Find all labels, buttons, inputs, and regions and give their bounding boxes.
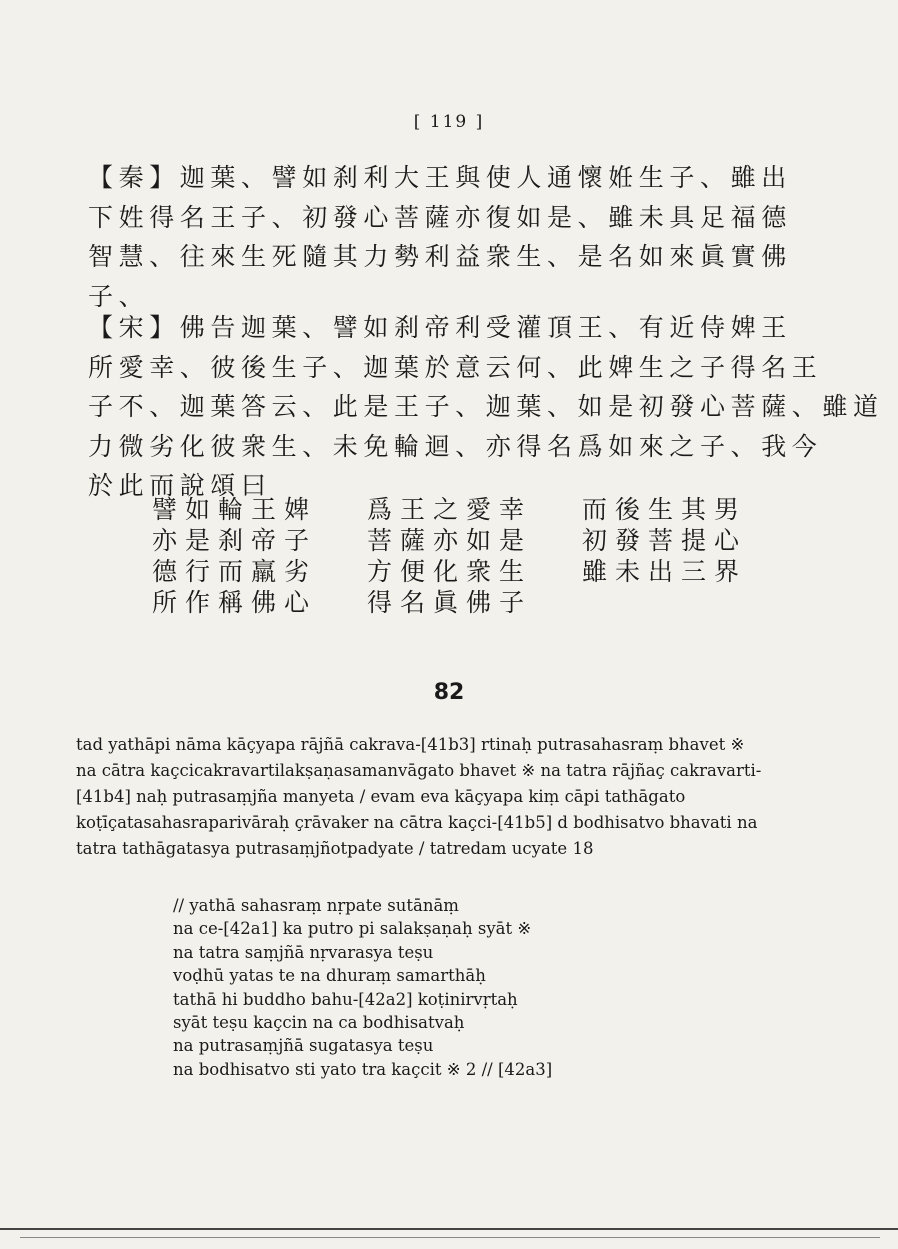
- text-line: 於此而說頌曰: [88, 471, 272, 500]
- verse-line: 譬如輪王婢: [152, 495, 318, 524]
- verse-column: [582, 494, 747, 618]
- text-line: tatra tathāgatasya putrasaṃjñotpadyate / tatredam ucyate 18: [76, 839, 594, 858]
- text-line: 所愛幸、彼後生子、迦葉於意云何、此婢生之子得名王: [88, 352, 823, 382]
- text-line: tad yathāpi nāma kāçyapa rājñā cakrava-[41b3] rtinaḥ putrasahasraṃ bhavet ※: [76, 735, 745, 754]
- bottom-rule-thin: [20, 1237, 880, 1238]
- verse-line: 得名眞佛子: [367, 588, 533, 617]
- text-line: na cātra kaçcicakravartilakṣaṇasamanvāgato bhavet ※ na tatra rājñaç cakravarti-: [76, 761, 762, 780]
- verse-line: syāt teṣu kaçcin na ca bodhisatvaḥ: [173, 1013, 465, 1033]
- verse-line: 雖未出三界: [582, 557, 748, 586]
- text-line: 智慧、往來生死隨其力勢利益衆生、是名如來眞實佛: [88, 242, 792, 271]
- text-line: 【秦】迦葉、譬如刹利大王與使人通懷姙生子、雖出: [88, 163, 792, 192]
- verse-line: 方便化衆生: [367, 557, 533, 586]
- verse-line: 亦是刹帝子: [152, 526, 318, 555]
- text-line: 子不、迦葉答云、此是王子、迦葉、如是初發心菩薩、雖道: [88, 392, 884, 421]
- page-number: [ 119 ]: [413, 112, 485, 132]
- verse-column: [152, 494, 317, 618]
- verse-line: voḍhū yatas te na dhuraṃ samarthāḥ: [173, 966, 486, 986]
- sanskrit-verse: [173, 894, 552, 1081]
- verse-column: [367, 494, 532, 618]
- verse-line: na putrasaṃjñā sugatasya teṣu: [173, 1036, 434, 1056]
- verse-line: 所作稱佛心: [152, 588, 318, 617]
- verse-line: 初發菩提心: [582, 526, 748, 555]
- section-number: 82: [433, 680, 465, 705]
- verse-line: na ce-[42a1] ka putro pi salakṣaṇaḥ syāt ※: [173, 919, 532, 939]
- verse-line: na bodhisatvo sti yato tra kaçcit ※ 2 // [42a3]: [173, 1059, 553, 1079]
- text-line: 力微劣化彼衆生、未免輪迴、亦得名爲如來之子、我今: [88, 431, 823, 461]
- text-line: 子、: [88, 281, 150, 311]
- text-line: 下姓得名王子、初發心菩薩亦復如是、雖未具足福德: [88, 202, 792, 232]
- verse-line: tathā hi buddho bahu-[42a2] koṭinirvṛtaḥ: [173, 989, 518, 1009]
- verse-line: 菩薩亦如是: [367, 526, 533, 555]
- verse-line: // yathā sahasraṃ nṛpate sutānāṃ: [173, 896, 459, 915]
- bottom-rule: [0, 1228, 898, 1230]
- qin-translation-paragraph: [88, 158, 792, 316]
- text-line: 【宋】佛告迦葉、譬如刹帝利受灌頂王、有近侍婢王: [88, 313, 792, 342]
- sanskrit-prose: [76, 732, 776, 862]
- text-line: koṭīçatasahasraparivāraḥ çrāvaker na cātra kaçci-[41b5] d bodhisatvo bhavati na: [76, 813, 758, 832]
- verse-line: na tatra saṃjñā nṛvarasya teṣu: [173, 942, 434, 962]
- verse-line: 德行而羸劣: [152, 557, 318, 586]
- text-line: [41b4] naḥ putrasaṃjña manyeta / evam eva kāçyapa kiṃ cāpi tathāgato: [76, 787, 686, 806]
- chinese-verse: [152, 494, 747, 618]
- song-translation-paragraph: [88, 308, 884, 506]
- verse-line: 而後生其男: [582, 495, 748, 524]
- verse-line: 爲王之愛幸: [367, 495, 533, 524]
